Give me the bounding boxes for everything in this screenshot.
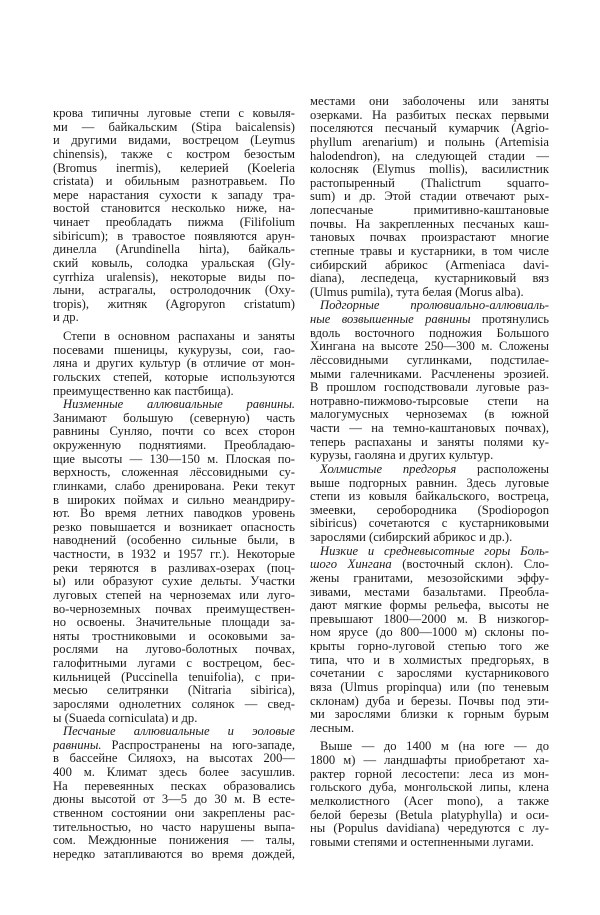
text-line: щие высоты — 130—150 м. Плоская по- <box>53 451 295 466</box>
text-line: сибирский абрикос (Armeniaca davi- <box>310 257 549 272</box>
text-line: мере нарастания сухости к западу тра- <box>53 187 295 202</box>
italic-heading: шого Хингана <box>310 557 392 572</box>
text-line: ский ковыль, солодка уральская (Gly- <box>53 255 295 270</box>
text-line: типа, что и в холмистых предгорьях, в <box>310 652 549 667</box>
text-line: зивами, местами базальтами. Преобла- <box>310 584 549 599</box>
text-line: говыми степями и остепненными лугами. <box>310 834 534 849</box>
text-line: Занимают большую (северную) часть <box>53 410 295 425</box>
text-line: гольского дуба, монгольской липы, клена <box>310 780 549 795</box>
text-line: sibiricum); в травостое появляются арун- <box>53 228 295 243</box>
text-line: окруженную поднятиями. Преобладаю- <box>53 438 295 452</box>
text-line: растопыренный (Thalictrum squarro- <box>310 175 549 190</box>
text-line: дают мягкие формы рельефа, высоты не <box>310 598 549 613</box>
text-line: востой становится несколько ниже, на- <box>53 201 295 216</box>
text-line: курузы, гаоляна и других культур. <box>310 448 494 463</box>
text-line: sibiricus) сочетаются с кустарниковыми <box>310 516 549 531</box>
text-line: сом. Междюнные понижения — талы, <box>53 833 295 848</box>
text-line: (Ulmus pumila), тута белая (Morus alba). <box>310 284 524 299</box>
text-line: склонам) дуба и березы. Почвы под эти- <box>310 693 549 708</box>
text-line: Степи в основном распаханы и заняты <box>63 329 295 343</box>
text-line: кильницей (Puccinella tenuifolia), с при- <box>53 669 295 684</box>
text-line: Холмистые предгорья расположены <box>320 461 549 476</box>
text-line: белой березы (Betula platyphylla) и оси- <box>310 807 549 822</box>
text-line: (Bromus inermis), келерией (Koeleria <box>53 160 295 175</box>
text-line: змеевки, серобородника (Spodiopogon <box>310 502 549 517</box>
text-line: В прошлом господствовали луговые раз- <box>310 380 549 395</box>
text-line: жены гранитами, мезозойскими эффу- <box>310 570 549 585</box>
text-line: лёссовидными суглинками, подстилае- <box>310 352 549 367</box>
text-line: почвы. На закрепленных песчаных каш- <box>310 216 549 231</box>
text-line: cyrrhiza uralensis), некоторые виды по- <box>53 269 295 284</box>
text-line: рактер горной лесостепи: леса из мон- <box>310 766 549 781</box>
text-line: крыты горно-луговой степью того же <box>310 639 549 653</box>
text-line: глинками, слабо дренирована. Реки текут <box>53 478 295 493</box>
text-line: На перевеянных песках образовались <box>53 778 295 793</box>
text-line: рослями на лугово-болотных почвах, <box>53 642 295 657</box>
text-line: луговых степей на черноземах или луго- <box>53 587 295 602</box>
text-line: мелколистного (Acer mono), а также <box>310 793 549 808</box>
italic-heading: равнины. <box>53 737 102 752</box>
text-line: нередко затапливаются во время дождей, <box>53 846 295 861</box>
text-line: tropis), житняк (Agropyron cristatum) <box>53 296 295 311</box>
text-line: местами они заболочены или заняты <box>310 94 549 108</box>
text-line: ны (Populus davidiana) чередуются с лу- <box>310 821 549 836</box>
text-line: поселяются песчаный кумарчик (Agrio- <box>310 121 549 136</box>
text-line: chinensis), также с костром безостым <box>53 146 295 161</box>
text-line: галофитными лугами с вострецом, бес- <box>53 656 295 670</box>
text-line: частности, в 1932 и 1957 гг.). Некоторые <box>53 547 295 561</box>
text-line: верхность, сложенная лёссовидными су- <box>53 465 295 480</box>
text-line: тительностью, но часто нарушены выпа- <box>53 819 295 834</box>
text-line: зарослями (сибирский абрикос и др.). <box>310 530 513 544</box>
text-line: малогумусных черноземах (в южной <box>310 407 549 422</box>
text-line: Песчаные аллювиальные и эоловые <box>63 724 295 739</box>
text-line: 1800 м) — ландшафты приобретают ха- <box>310 753 549 767</box>
text-line: Подгорные пролювиально-аллювиаль- <box>320 298 549 313</box>
text-line: преимущественно как пастбища). <box>53 383 234 398</box>
text-line: diana), леспедеца, кустарниковый вяз <box>310 271 549 286</box>
text-line: ном ярусе (до 800—1000 м) склоны по- <box>310 625 549 640</box>
text-line: phyllum arenarium) и полынь (Artemisia <box>310 134 549 149</box>
italic-heading: ные возвышенные равнины <box>310 312 471 326</box>
text-line: и др. <box>53 310 79 325</box>
text-line: колосняк (Elymus mollis), василистник <box>310 162 549 177</box>
text-line: озерками. На разбитых песках первыми <box>310 107 549 122</box>
text-line: Низменные аллювиальные равнины. <box>63 397 295 412</box>
text-line: ми зарослями близки к горным бурым <box>310 707 549 722</box>
text-line: гольских степей, которые используются <box>53 369 295 384</box>
text-line: наводнений (особенно сильные были, в <box>53 533 295 548</box>
text-line: cristata) и обильным разнотравьем. По <box>53 174 295 189</box>
text-line: тановых почвах произрастают многие <box>310 230 549 245</box>
text-line: сочетании с зарослями кустарникового <box>310 666 549 681</box>
italic-heading: Холмистые предгорья <box>320 461 457 476</box>
text-line: ы (Suaeda corniculata) и др. <box>53 710 198 725</box>
text-line: степные травы и кустарники, в том числе <box>310 243 549 258</box>
text-line: Хингана на высоте 250—300 м. Сложены <box>310 339 549 354</box>
text-line: ные возвышенные равнины протянулись <box>310 312 549 326</box>
text-line: степи из ковыля байкальского, востреца, <box>310 489 549 504</box>
text-line: Выше — до 1400 м (на юге — до <box>320 739 549 754</box>
text-line: sum) и др. Этой стадии отвечают рых- <box>310 189 549 204</box>
text-line: лопесчаные примитивно-каштановые <box>310 203 549 217</box>
text-line: ми — байкальским (Stipa baicalensis) <box>53 119 295 134</box>
text-line: в бассейне Силяохэ, на высотах 200— <box>53 751 295 766</box>
text-line: равнины Сунляо, почти со всех сторон <box>53 424 295 439</box>
text-line: динелла (Arundinella hirta), байкаль- <box>53 242 295 257</box>
text-line: лыни, астрагалы, остролодочник (Oxy- <box>53 283 295 298</box>
left-text-column <box>53 107 295 861</box>
text-line: нотравно-пижмово-тырсовые степи на <box>310 393 549 408</box>
text-line: выше подгорных равнин. Здесь луговые <box>310 475 549 490</box>
text-line: дюны высотой от 3—5 до 30 м. В есте- <box>53 792 295 807</box>
text-line: лесным. <box>310 720 355 735</box>
text-line: но освоены. Значительные площади за- <box>53 615 295 630</box>
text-line: няты тростниковыми и осоковыми за- <box>53 628 295 643</box>
text-line: превышают 1800—2000 м. В низкогор- <box>310 611 549 626</box>
text-line: во-черноземных почвах преимуществен- <box>53 601 295 616</box>
text-line: реки теряются в разливах-озерах (поц- <box>53 560 295 575</box>
text-line: резко повышается и возникает опасность <box>53 519 295 534</box>
text-line: крова типичны луговые степи с ковыля- <box>53 106 295 120</box>
text-line: зарослями однолетних солянок — свед- <box>53 696 295 711</box>
text-line: части — на темно-каштановых почвах), <box>310 421 549 435</box>
text-line: шого Хингана (восточный склон). Сло- <box>310 557 549 572</box>
text-line: ют. Во время летних паводков уровень <box>53 506 295 521</box>
text-line: вдоль восточного подножия Большого <box>310 325 549 340</box>
text-line: ы) или образуют сухие дельты. Участки <box>53 574 295 589</box>
text-line: равнины. Распространены на юго-западе, <box>53 737 295 752</box>
text-line: вяза (Ulmus propinqua) или (по теневым <box>310 679 549 694</box>
text-line: мыми галечниками. Расчленены эрозией. <box>310 366 549 381</box>
text-line: посевами пшеницы, кукурузы, сои, гао- <box>53 342 295 357</box>
text-line: месью селитрянки (Nitraria sibirica), <box>53 683 295 698</box>
text-line: теперь распаханы и заняты полями ку- <box>310 434 549 449</box>
text-line: halodendron), на следующей стадии — <box>310 148 549 163</box>
text-line: Низкие и средневысотные горы Боль- <box>320 543 549 558</box>
text-line: ственном состоянии они закреплены рас- <box>53 805 295 820</box>
text-line: 400 м. Климат здесь более засушлив. <box>53 765 295 779</box>
right-text-column <box>310 95 549 849</box>
text-line: в широких поймах и сильно меандриру- <box>53 492 295 507</box>
text-line: ляна и других культур (в отличие от мон- <box>53 356 295 371</box>
text-line: чинает преобладать пижма (Filifolium <box>53 215 295 229</box>
text-line: и другими видами, вострецом (Leymus <box>53 133 295 148</box>
